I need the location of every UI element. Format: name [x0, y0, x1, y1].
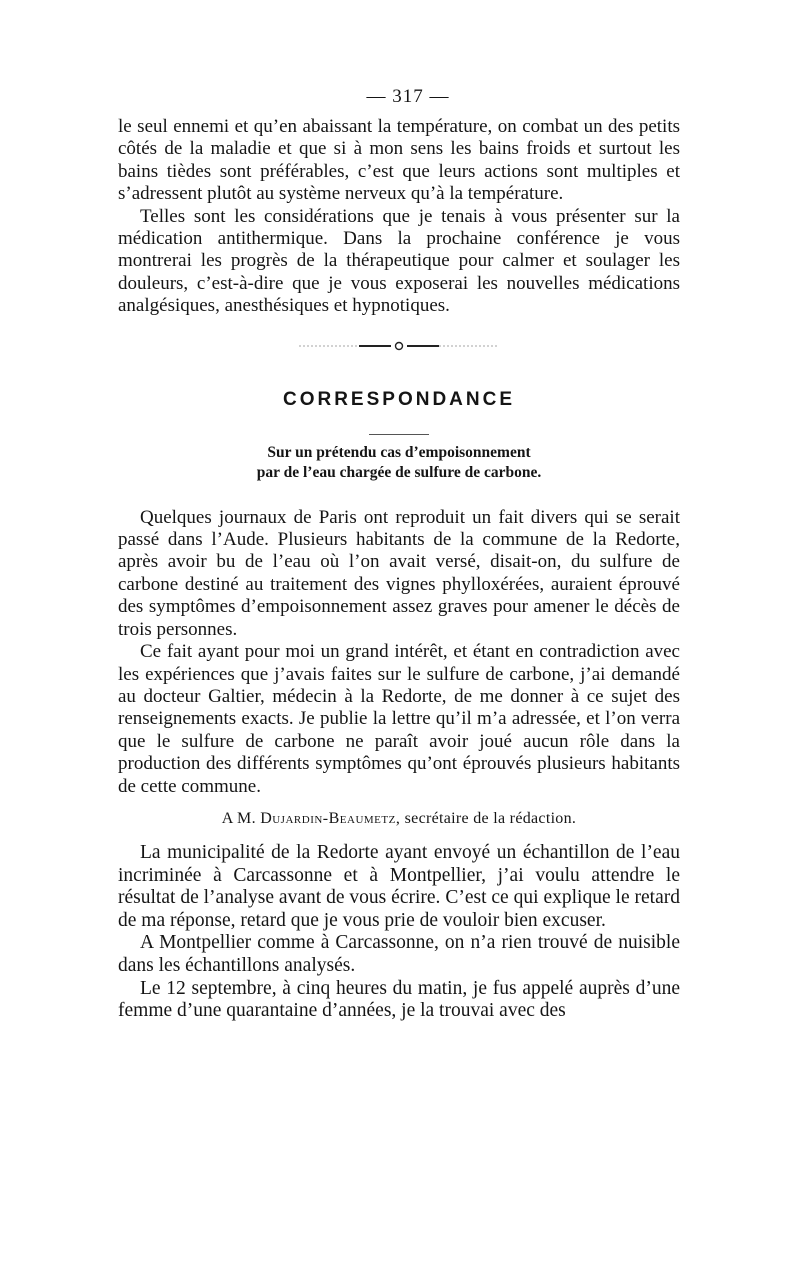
section-divider-ornament	[299, 340, 499, 352]
page-number: — 317 —	[366, 86, 450, 107]
address-prefix: A M.	[221, 809, 256, 827]
section-title: CORRESPONDANCE	[282, 388, 516, 410]
intro-paragraph-1: le seul ennemi et qu’en abaissant la température, on combat un des petits côtés de la maladie et que si à mon sens les bains froids et surtout les bains tièdes sont préférables, c’est que leurs actions sont multiples et s’adressent plutôt au système nerveux qu’à la température.	[118, 116, 680, 205]
intro-paragraph-2: Telles sont les considérations que je tenais à vous présenter sur la médication antithermique. Dans la prochaine conférence je vous montrerai les progrès de la thérapeutique pour calmer et soulager les douleurs, c’est-à-dire que je vous exposerai les nouvelles médications analgésiques, anesthésiques et hypnotiques.	[118, 205, 680, 317]
article-subtitle	[118, 443, 680, 483]
letter-paragraph-3: Le 12 septembre, à cinq heures du matin, je fus appelé auprès d’une femme d’une quarantaine d’années, je la trouvai avec des	[118, 977, 680, 1022]
article-paragraph-1: Quelques journaux de Paris ont reproduit un fait divers qui se serait passé dans l’Aude. Plusieurs habitants de la commune de la Redorte, après avoir bu de l’eau où l’on avait versé, disait-on, du sulfure de carbone destiné au traitement des vignes phylloxérées, auraient éprouvé des symptômes d’empoisonnement assez graves pour amener le décès de trois personnes.	[118, 506, 680, 640]
subtitle-line-1: Sur un prétendu cas d’empoisonnement	[267, 443, 531, 461]
address-name: Dujardin-Beaumetz,	[260, 809, 401, 827]
article-body	[118, 507, 680, 798]
letter-body	[118, 842, 680, 1023]
letter-address	[118, 810, 680, 828]
subtitle-line-2: par de l’eau chargée de sulfure de carbone.	[256, 463, 542, 481]
title-rule	[369, 434, 429, 435]
letter-paragraph-2: A Montpellier comme à Carcassonne, on n’a rien trouvé de nuisible dans les échantillons analysés.	[118, 932, 680, 976]
document-page	[118, 84, 680, 1023]
letter-paragraph-1: La municipalité de la Redorte ayant envoyé un échantillon de l’eau incriminée à Carcassonne et à Montpellier, j’ai voulu attendre le résultat de l’analyse avant de vous écrire. C’est ce qui explique le retard de ma réponse, retard que je vous prie de vouloir bien excuser.	[118, 841, 680, 931]
address-suffix: secrétaire de la rédaction.	[404, 809, 577, 827]
article-paragraph-2: Ce fait ayant pour moi un grand intérêt, et étant en contradiction avec les expériences que j’avais faites sur le sulfure de carbone, j’ai demandé au docteur Galtier, médecin à la Redorte, de me donner à ce sujet des renseignements exacts. Je publie la lettre qu’il m’a adressée, et l’on verra que le sulfure de carbone ne paraît avoir joué aucun rôle dans la production des différents symptômes qu’ont éprouvés plusieurs habitants de cette commune.	[118, 641, 680, 797]
